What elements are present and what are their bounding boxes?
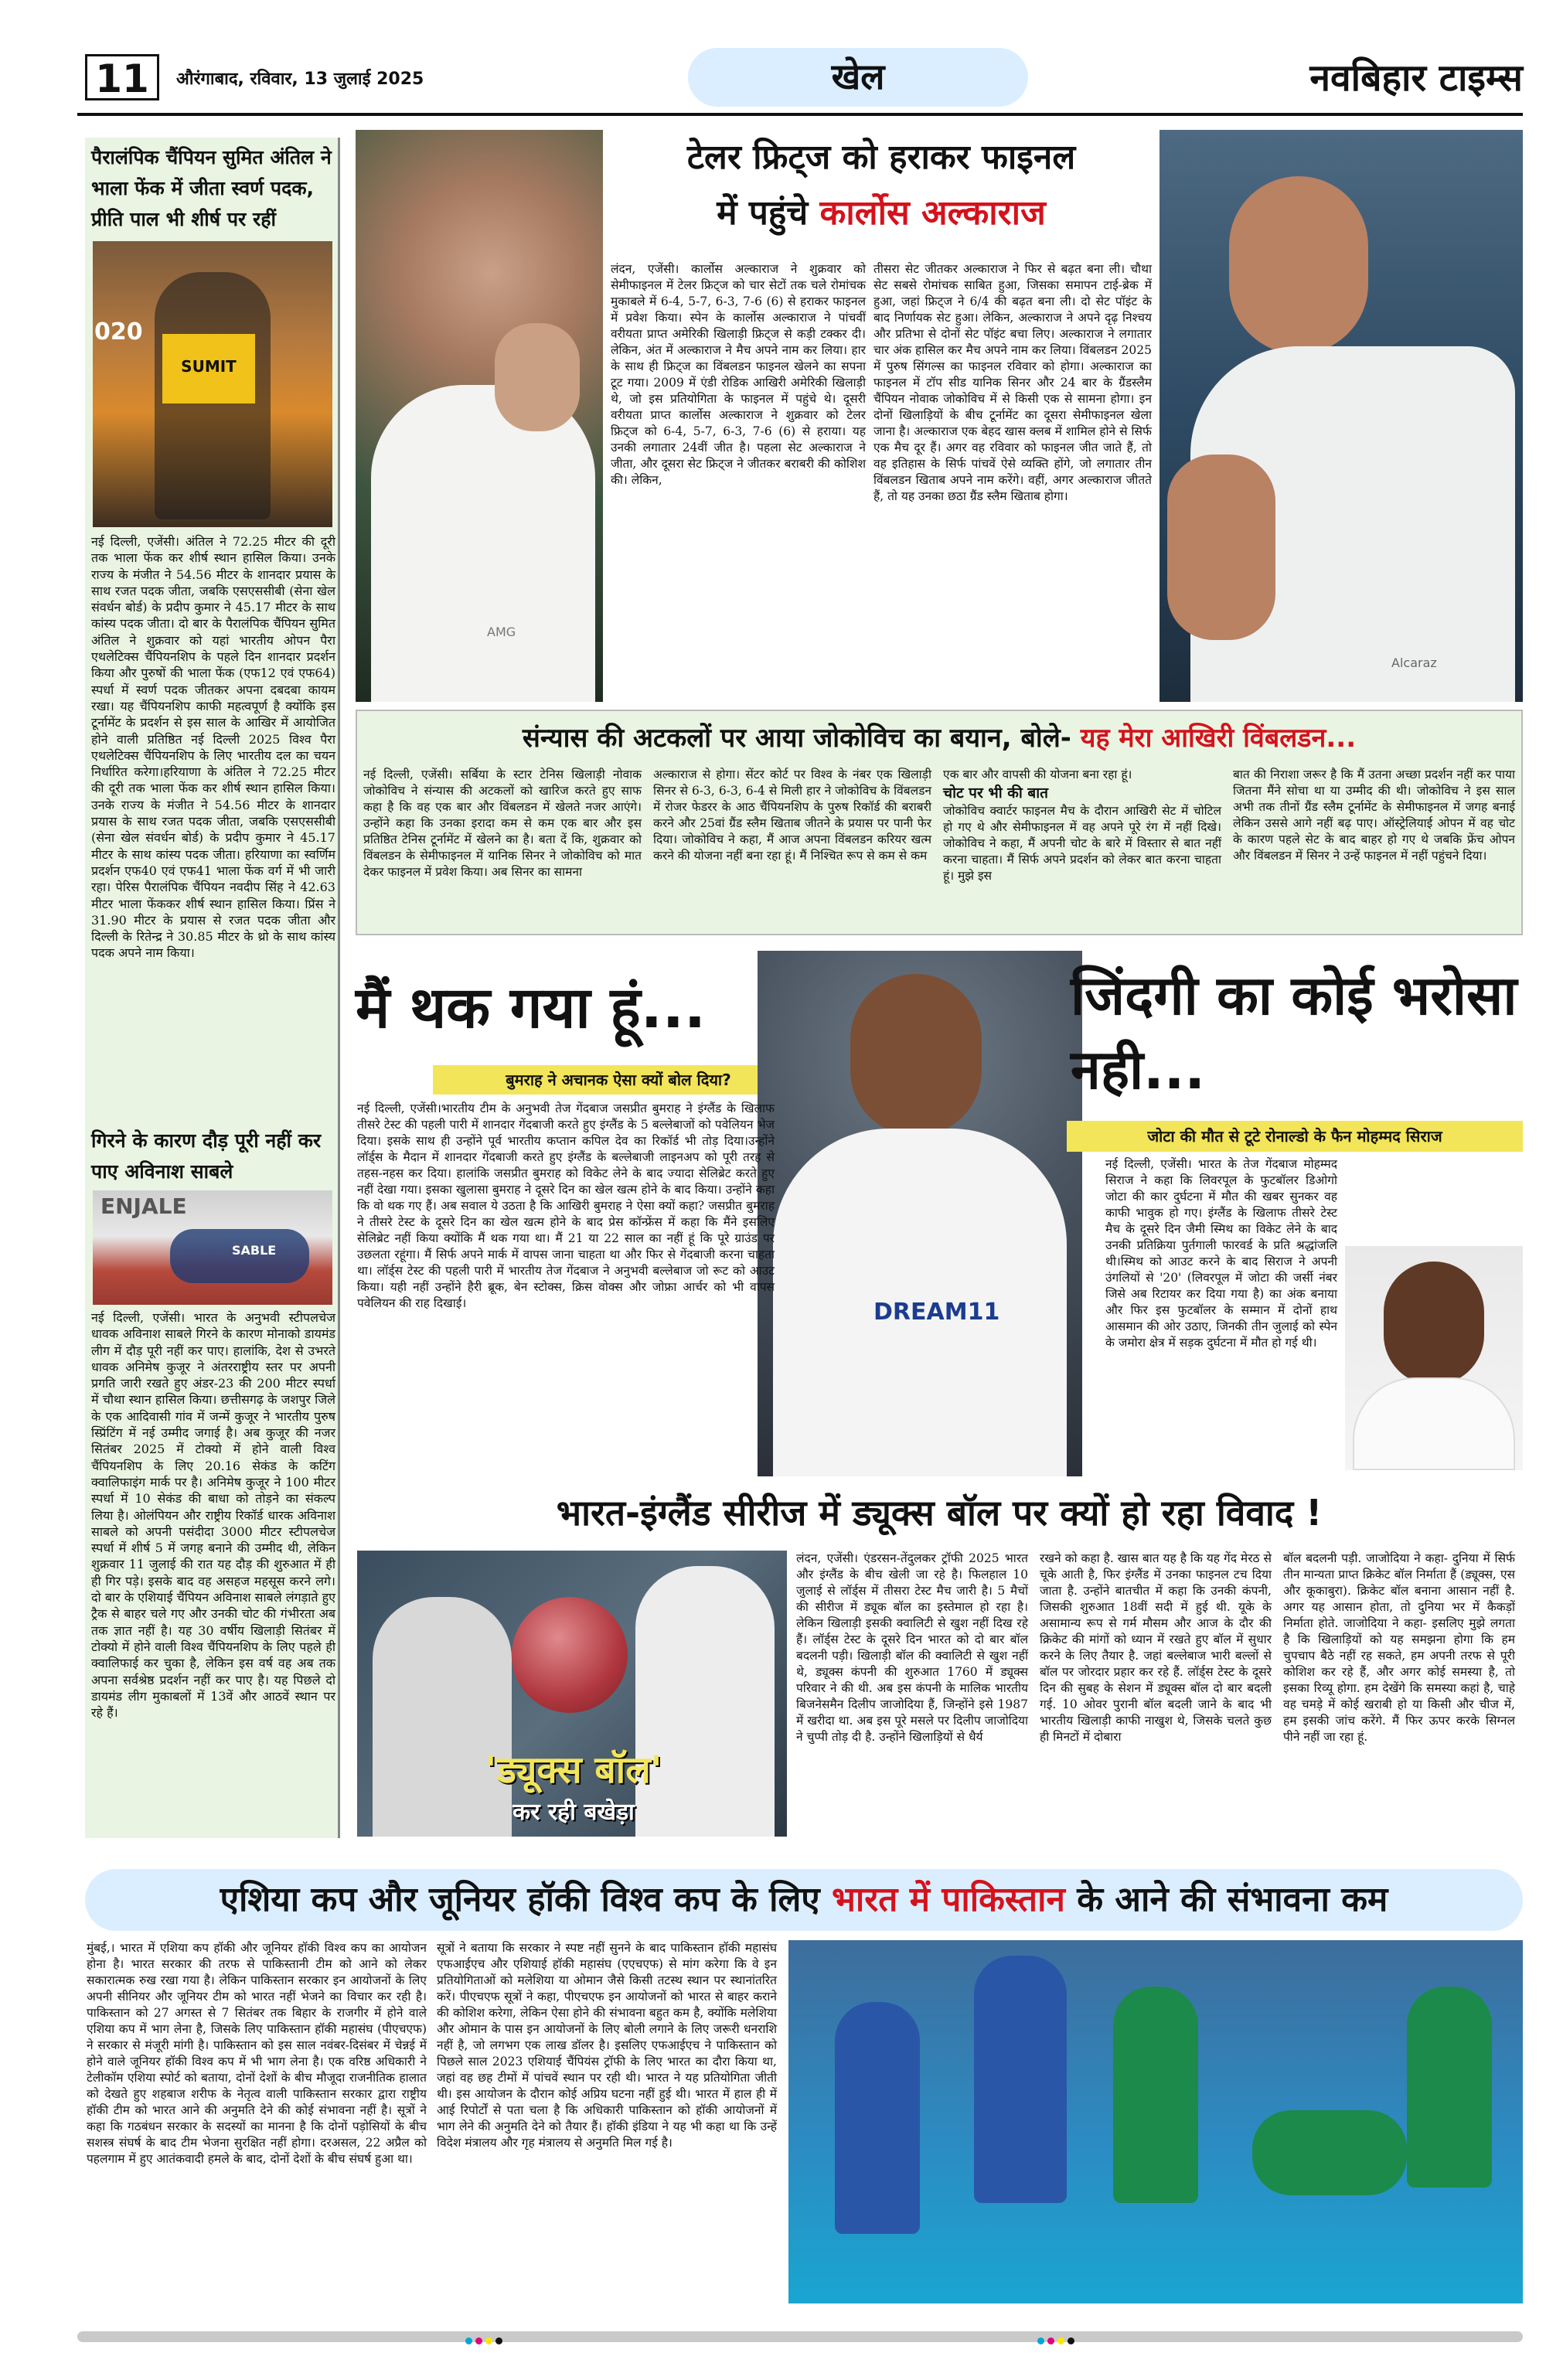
- bumrah-headline: मैं थक गया हूं...: [356, 975, 707, 1041]
- ball-icon: [512, 1597, 628, 1713]
- dukes-headline: भारत-इंग्लैंड सीरीज में ड्यूक्स बॉल पर क्यों हो रहा विवाद !: [556, 1492, 1323, 1534]
- siraj-body: नई दिल्ली, एजेंसी। भारत के तेज गेंदबाज मोहम्मद सिराज ने कहा कि लिवरपूल के फुटबॉलर डिओगो जोटा की कार दुर्घटना में मौत की खबर सुनकर वह काफी भावुक हो गए। इंग्लैंड के खिलाफ तीसरे टेस्ट मैच के दूसरे दिन जैमी स्मिथ का विकेट लेने के बाद उनकी प्रतिक्रिया पुर्तगाली फारवर्ड के प्रति श्रद्धांजलि थी।स्मिथ को आउट करने के बाद सिराज ने अपनी उंगलियों से '20' (लिवरपूल में जोटा की जर्सी नंबर जिसे अब रिटायर कर दिया गया है) का अंक बनाया और फिर इस फुटबॉलर के सम्मान में दोनों हाथ आसमान की ओर उठाए, जिनकी तीन जुलाई को स्पेन के जमोरा क्षेत्र में सड़क दुर्घटना में मौत हो गई थी।: [1105, 1157, 1337, 1350]
- dukes-photo-subtitle: कर रही बखेड़ा: [512, 1799, 635, 1826]
- photo-caption-alcaraz: Alcaraz: [1391, 655, 1437, 670]
- player-3: [1113, 1987, 1198, 2203]
- photo-caption-amg: AMG: [487, 625, 516, 639]
- page-number: 11: [85, 54, 159, 100]
- sidebar-story2-headline: गिरने के कारण दौड़ पूरी नहीं कर पाए अविनाश साबले: [91, 1129, 322, 1183]
- hockey-headline-suffix: के आने की संभावना कम: [1077, 1880, 1388, 1919]
- siraj-photo: [1345, 1246, 1523, 1470]
- djokovic-col3-top: एक बार और वापसी की योजना बना रहा हूं।: [943, 768, 1132, 781]
- photo-year-label: 020: [94, 318, 143, 346]
- bumrah-body: नई दिल्ली, एजेंसी।भारतीय टीम के अनुभवी तेज गेंदबाज जसप्रीत बुमराह ने इंग्लैंड के खिलाफ तीसरे टेस्ट की पहली पारी में शानदार गेंदबाजी करते हुए इंग्लैंड के 5 बल्लेबाजों को पवेलियन भेज दिया। इसके साथ ही उन्होंने पूर्व भारतीय कप्तान कपिल देव का रिकॉर्ड भी तोड़ दिया।उन्होंने लॉर्ड्स के मैदान में शानदार गेंदबाजी करते हुए इंग्लैंड के बल्लेबाजी लाइनअप को पूरी तरह से तहस-नहस कर दिया। हालांकि जसप्रीत बुमराह को विकेट लेने के बाद ज्यादा सेलिब्रेट करते हुए नहीं देखा गया। इसका खुलासा बुमराह ने दूसरे दिन का खेल खत्म होने के बाद किया। उन्होंने कहा कि वो थक गए हैं। अब सवाल ये उठता है कि आखिरी बुमराह ने ऐसा क्यों कहा? जसप्रीत बुमराह ने तीसरे टेस्ट के दूसरे दिन का खेल खत्म होने के बाद प्रेस कॉन्फ्रेंस में कहा कि मैंने इसलिए सेलिब्रेट नहीं किया क्योंकि मैं थक गया था। मैं 21 या 22 साल का नहीं हूं कि पूरे ग्राउंड पर उछलता रहूंगा। मैं सिर्फ अपने मार्क में वापस जाना चाहता था और फिर से गेंदबाजी करना चाहता था। लॉर्ड्स टेस्ट की पहली पारी में भारतीय तेज गेंदबाज ने अनुभवी बल्लेबाज जो रूट को आउट किया। यही नहीं उन्होंने हैरी ब्रूक, बेन स्टोक्स, क्रिस वोक्स और जोफ्रा आर्चर को भी वापस पवेलियन की राह दिखाई।: [357, 1101, 775, 1310]
- djokovic-headline-red: यह मेरा आखिरी विंबलडन...: [1080, 723, 1357, 754]
- dukes-col3: बॉल बदलनी पड़ी. जाजोदिया ने कहा- दुनिया में सिर्फ तीन मान्यता प्राप्त क्रिकेट बॉल निर्माता हैं (ड्यूक्स, एस और कूकाबुरा). क्रिकेट बॉल बनाना आसान नहीं है. अगर यह आसान होता, तो दुनिया भर में कैकड़ों निर्माता होते. जाजोदिया ने कहा- इसलिए मुझे लगता है कि खिलाड़ियों को यह समझना होगा कि हम चुपचाप बैठे नहीं रह सकते, हम अपनी तरफ से पूरी कोशिश कर रहे हैं, और अगर कोई समस्या है, तो इसका रिव्यू होगा. हम देखेंगे कि समस्या कहां है, चाहे वह चमड़े में कोई खराबी हो या किसी और चीज में, हम इसकी जांच करेंगे. मैं फिर ऊपर करके सिग्नल पीने नहीं जा रहा हूं.: [1283, 1551, 1515, 1744]
- bumrah-kicker: बुमराह ने अचानक ऐसा क्यों बोल दिया?: [433, 1065, 804, 1095]
- lead-photo-djokovic: [356, 130, 603, 702]
- photo-bib-label: SUMIT: [181, 357, 237, 376]
- photo-banner-text: ENJALE: [100, 1193, 187, 1219]
- djokovic-col2: अल्काराज से होगा। सेंटर कोर्ट पर विश्व के नंबर एक खिलाड़ी सिनर से 6-3, 6-3, 6-4 से मिली हार ने जोकोविच के विंबलडन में रोजर फेडरर के आठ चैंपियनशिप के पुरुष रिकॉर्ड की बराबरी करने और 25वां ग्रैंड स्लैम खिताब जीतने के प्रयास पर पानी फेर दिया। जोकोविच ने कहा, मैं आज अपना विंबलडन करियर खत्म करने की योजना नहीं बना रहा हूं। मैं निश्चित रूप से कम से कम: [653, 768, 931, 863]
- sidebar-story1-headline: पैरालंपिक चैंपियन सुमित अंतिल ने भाला फेंक में जीता स्वर्ण पदक, प्रीति पाल भी शीर्ष पर रहीं: [91, 146, 332, 230]
- sidebar-story2-body: नई दिल्ली, एजेंसी। भारत के अनुभवी स्टीपलचेज धावक अविनाश साबले गिरने के कारण मोनाको डायमंड लीग में दौड़ पूरी नहीं कर पाए। हालांकि, देश से उभरते धावक अनिमेष कुजूर ने अंतरराष्ट्रीय स्तर पर अपनी प्रगति जारी रखते हुए अंडर-23 की 200 मीटर स्पर्धा में चौथा स्थान हासिल किया। छत्तीसगढ़ के जशपुर जिले के एक आदिवासी गांव में जन्में कुजूर ने भारतीय पुरुष स्प्रिंटिंग में नई उम्मीद जगाई है। अब कुजूर की नजर सितंबर 2025 में टोक्यो में होने वाली विश्व चैंपियनशिप के लिए 20.16 सेकंड के कटिंग क्वालिफाइंग मार्क पर है। अनिमेष कुजूर ने 100 मीटर स्पर्धा में 10 सेकंड की बाधा को तोड़ने का संकल्प लिया है। ओलंपियन और राष्ट्रीय रिकॉर्ड धारक अविनाश साबले को अपनी पसंदीदा 3000 मीटर स्टीपलचेज स्पर्धा में शीर्ष 5 में जगह बनाने की उम्मीद थी, लेकिन शुक्रवार 11 जुलाई की रात यह दौड़ की शुरुआत में ही ही गिर पड़े। इसके बाद वह असहज महसूस करने लगे। दो बार के एशियाई चैंपियन अविनाश साबले लंगड़ाते हुए ट्रैक से बाहर चले गए और उनकी चोट की गंभीरता अब तक ज्ञात नहीं है। यह 30 वर्षीय खिलाड़ी सितंबर में टोक्यो में होने वाली विश्व चैंपियनशिप के लिए पहले ही क्वालिफाई कर चुका है, लेकिन इस वर्ष वह अब तक अपना सर्वश्रेष्ठ प्रदर्शन नहीं कर पाए है। यह पिछले दो डायमंड लीग मुकाबलों में 13वें और आठवें स्थान पर रहे हैं।: [91, 1310, 335, 1721]
- dukes-photo: [357, 1551, 787, 1837]
- dukes-col1: लंदन, एजेंसी। एंडरसन-तेंदुलकर ट्रॉफी 2025 भारत और इंग्लैंड के बीच खेली जा रहे है। फिलहाल 10 जुलाई से लॉर्ड्स में तीसरा टेस्ट मैच जारी है। 5 मैचों की सीरीज में ड्यूक बॉल का इस्तेमाल हो रहा है। लेकिन खिलाड़ी इसकी क्वालिटी से खुश नहीं दिख रहे हैं। लॉर्ड्स टेस्ट के दूसरे दिन भारत को दो बार बॉल बदलनी पड़ी। खिलाड़ी बॉल की क्वालिटी से खुश नहीं थे, ड्यूक्स कंपनी की शुरुआत 1760 में ड्यूक्स परिवार ने की थी. अब इस कंपनी के मालिक भारतीय बिजनेसमैन दिलीप जाजोदिया हैं, जिन्होंने इसे 1987 में खरीदा था. अब इस पूरे मसले पर दिलीप जाजोदिया ने चुप्पी तोड़ दी है. उन्होंने खिलाड़ियों से धैर्य: [796, 1551, 1028, 1744]
- paper-name: नवबिहार टाइम्स: [1309, 56, 1523, 100]
- sidebar-story1-photo: [93, 241, 332, 527]
- dukes-photo-title: 'ड्यूक्स बॉल': [485, 1748, 662, 1792]
- lead-headline-line1: टेलर फ्रिट्ज को हराकर फाइनल: [686, 138, 1076, 177]
- photo-bib-label-2: SABLE: [232, 1243, 277, 1258]
- alcaraz-head: [1229, 176, 1368, 354]
- bumrah-sponsor: DREAM11: [873, 1299, 1000, 1326]
- player-2: [974, 1956, 1067, 2203]
- footer-rule: [77, 2331, 1523, 2342]
- player-5: [1407, 1987, 1492, 2188]
- sidebar-story2-photo: [93, 1190, 332, 1305]
- djokovic-fist: [495, 323, 580, 431]
- dateline: औरंगाबाद, रविवार, 13 जुलाई 2025: [176, 70, 424, 89]
- hockey-col1: मुंबई,। भारत में एशिया कप हॉकी और जूनियर हॉकी विश्व कप का आयोजन होना है। भारत सरकार की तरफ से पाकिस्तानी टीम को आने को लेकर सकारात्मक रुख रखा गया है। लेकिन पाकिस्तान सरकार इन आयोजनों के लिए अपनी सीनियर और जूनियर टीम को भारत नहीं भेजने का विचार कर रही है। पाकिस्तान को 27 अगस्त से 7 सितंबर तक बिहार के राजगीर में होने वाले एशिया कप में भाग लेना है, जिसके लिए पाकिस्तान हॉकी महासंघ (पीएचएफ) ने सरकार से मंजूरी मांगी है। पाकिस्तान को इस साल नवंबर-दिसंबर में चेन्नई में होने वाले जूनियर हॉकी विश्व कप में भी भाग लेना है। एक वरिष्ठ अधिकारी ने टेलीकॉम एशिया स्पोर्ट को बताया, दोनों देशों के बीच मौजूदा राजनीतिक हालात को देखते हुए शहबाज शरीफ के नेतृत्व वाली पाकिस्तान सरकार द्वारा राष्ट्रीय हॉकी टीम को भारत आने की अनुमति देने की कोई संभावना नहीं है। सूत्रों ने कहा कि गठबंधन सरकार के सदस्यों का मानना है कि दोनों पड़ोसियों के बीच सशस्त्र संघर्ष के बाद टीम भेजना सुरक्षित नहीं होगा। दरअसल, 22 अप्रैल को पहलगाम में हुए आतंकवादी हमले के बाद, दोनों देशों के बीच संघर्ष हुआ था।: [87, 1941, 427, 2166]
- player-1: [835, 2002, 920, 2234]
- djokovic-col3-body: जोकोविच क्वार्टर फाइनल मैच के दौरान आखिरी सेट में चोटिल हो गए थे और सेमीफाइनल में वह अपने पूरे रंग में नहीं दिखे। जोकोविच ने कहा, मैं अपनी चोट के बारे में विस्तार से बात नहीं करना चाहता। मैं सिर्फ अपने प्रदर्शन को लेकर बात करना चाहता हूं। मुझे इस: [943, 804, 1221, 883]
- djokovic-col4: बात की निराशा जरूर है कि मैं उतना अच्छा प्रदर्शन नहीं कर पाया जितना मैंने सोचा था या उम्मीद की थी। जोकोविच ने इस साल अभी तक तीनों ग्रैंड स्लैम टूर्नामेंट के सेमीफाइनल में जगह बनाई लेकिन उससे आगे नहीं बढ़ पाए। ऑस्ट्रेलियाई ओपन में वह चोट के कारण पहले सेट के बाद बाहर हो गए थे जबकि फ्रेंच ओपन और विंबलडन में सिनर ने उन्हें फाइनल में नहीं पहुंचने दिया।: [1233, 768, 1515, 863]
- dukes-col2: रखने को कहा है. खास बात यह है कि यह गेंद मेरठ से चूके आती है, फिर इंग्लैंड में उनका फाइनल टच दिया जाता है. उन्होंने बातचीत में कहा कि उनकी कंपनी, जिसकी शुरुआत 18वीं सदी में हुई थी. यूके के असामान्य रूप से गर्म मौसम और आज के दौर की क्रिकेट की मांगों को ध्यान में रखते हुए बॉल में सुधार करने के लिए तैयार है. जहां बल्लेबाज भारी बल्लों से बॉल पर जोरदार प्रहार कर रहे हैं. लॉर्ड्स टेस्ट के दूसरे दिन की सुबह के सेशन में ड्यूक्स बॉल दो बार बदली गई. 10 ओवर पुरानी बॉल बदली जाने के बाद भी भारतीय खिलाड़ी काफी नाखुश थे, जिसके चलते कुछ ही मिनटों में दोबारा: [1040, 1551, 1272, 1744]
- footer-registration-marks: [464, 2333, 618, 2342]
- hockey-headline-prefix: एशिया कप और जूनियर हॉकी विश्व कप के लिए: [220, 1880, 820, 1919]
- lead-col2: तीसरा सेट जीतकर अल्काराज ने फिर से बढ़त बना ली। चौथा सेट सबसे रोमांचक साबित हुआ, जिसका समापन टाई-ब्रेक में हुआ, जहां फ्रिट्ज ने 6/4 की बढ़त बना ली। दो सेट पॉइंट के बाद निर्णायक सेट हुआ। लेकिन, अल्काराज ने अपने दृढ़ निश्चय और प्रतिभा से दोनों सेट पॉइंट बचा लिए। अल्काराज ने लगातार चार अंक हासिल कर मैच अपने नाम कर लिया। विंबलडन 2025 में पुरुष सिंगल्स का फाइनल रविवार को होगा। अल्काराज का फाइनल में टॉप सीड यानिक सिनर और 24 बार के ग्रैंडस्लैम चैंपियन नोवाक जोकोविच में से किसी एक से सामना होगा। इन दोनों खिलाड़ियों के बीच टूर्नामेंट का दूसरा सेमीफाइनल खेला जाना है। अल्काराज एक बेहद खास क्लब में शामिल होने से सिर्फ एक मैच दूर हैं। अगर वह रविवार को फाइनल जीत जाते हैं, तो वह इतिहास के सिर्फ पांचवें ऐसे व्यक्ति होंगे, जो लगातार तीन विंबलडन खिताब अपने नाम करेंगे। वहीं, अगर अल्काराज जीतते हैं, तो यह उनका छठा ग्रैंड स्लैम खिताब होगा।: [873, 262, 1152, 503]
- sidebar-story1-body: नई दिल्ली, एजेंसी। अंतिल ने 72.25 मीटर की दूरी तक भाला फेंक कर शीर्ष स्थान हासिल किया। उनके राज्य के मंजीत ने 54.56 मीटर के शानदार प्रयास के साथ रजत पदक जीता, जबकि एसएससीबी (सेना खेल संवर्धन बोर्ड) के प्रदीप कुमार ने 45.17 मीटर के साथ कांस्य पदक जीता। दो बार के पैरालंपिक चैंपियन सुमित अंतिल ने शुक्रवार को यहां भारतीय ओपन पैरा एथलेटिक्स चैंपियनशिप के पहले दिन शानदार प्रदर्शन किया और पुरुषों की भाला फेंक (एफ12 एवं एफ64) स्पर्धा में स्वर्ण पदक जीतकर अपना दबदबा कायम रखा। यह चैंपियनशिप काफी महत्वपूर्ण है क्योंकि इस टूर्नामेंट के प्रदर्शन से इस साल के आखिर में आयोजित होने वाली प्रतिष्ठित नई दिल्ली 2025 विश्व पैरा एथलेटिक्स चैंपियनशिप के लिए भारतीय दल का चयन निर्धारित करेगा।हरियाणा के अंतिल ने 72.25 मीटर की दूरी तक भाला फेंक कर शीर्ष स्थान हासिल किया। उनके राज्य के मंजीत ने 54.56 मीटर के शानदार प्रयास के साथ रजत पदक जीता, जबकि एसएससीबी (सेना खेल संवर्धन बोर्ड) के प्रदीप कुमार ने 45.17 मीटर के साथ कांस्य पदक जीता। हरियाणा का स्वर्णिम प्रदर्शन एफ40 एवं एफ41 भाला फेंक वर्ग में भी जारी रहा। पेरिस पैरालंपिक चैंपियन नवदीप सिंह ने 42.63 मीटर भाला फेंककर शीर्ष स्थान हासिल किया। प्रिंस ने 31.90 मीटर के प्रयास से रजत पदक जीता और दिल्ली के रितेन्द्र ने 30.85 मीटर के थ्रो के साथ कांस्य पदक अपने नाम किया।: [91, 534, 335, 961]
- lead-headline-name: कार्लोस अल्काराज: [819, 193, 1046, 233]
- djokovic-col3: [943, 767, 1221, 929]
- siraj-jersey: [1353, 1377, 1515, 1470]
- hockey-col2: सूत्रों ने बताया कि सरकार ने स्पष्ट नहीं सुनने के बाद पाकिस्तान हॉकी महासंघ एफआईएच और एशियाई हॉकी महासंघ (एएचएफ) से मांग करेगा कि वे इन प्रतियोगिताओं को मलेशिया या ओमान जैसे किसी तटस्थ स्थान पर स्थानांतरित करें। पीएचएफ सूत्रों ने कहा, पीएचएफ इन आयोजनों को भारत से बाहर कराने की कोशिश करेगा, लेकिन ऐसा होने की संभावना बहुत कम है, क्योंकि मलेशिया और ओमान के पास इन आयोजनों के लिए बोली लगाने के लिए जरूरी धनराशि नहीं है, जो लगभग एक लाख डॉलर है। इसलिए एफआईएच ने पाकिस्तान को पिछले साल 2023 एशियाई चैंपियंस ट्रॉफी के लिए भारत का दौरा किया था, जहां वह छह टीमों में पांचवें स्थान पर रही थी। भारत ने यह प्रतियोगिता जीती थी। इस आयोजन के दौरान कोई अप्रिय घटना नहीं हुई थी। भारत में हाल ही में आई रिपोर्टों से पता चला है कि अधिकारी पाकिस्तान को हॉकी आयोजनों में भाग लेने की अनुमति देने को तैयार हैं। हॉकी इंडिया ने यह भी कहा था कि उन्हें विदेश मंत्रालय और गृह मंत्रालय से अनुमति मिल गई है।: [437, 1941, 777, 2150]
- bumrah-head: [850, 974, 982, 1136]
- djokovic-col1: नई दिल्ली, एजेंसी। सर्बिया के स्टार टेनिस खिलाड़ी नोवाक जोकोविच ने संन्यास की अटकलों को खारिज करते हुए साफ कहा है कि वह एक बार और विंबलडन में खेलते नजर आएंगे। उन्होंने कहा कि उनका इरादा कम से कम एक बार और इस प्रतिष्ठित टेनिस टूर्नामेंट में खेलने का है। बता दें कि, शुक्रवार को विंबलडन के सेमीफाइनल में यानिक सिनर ने जोकोविच को मात देकर फाइनल में प्रवेश किया। अब सिनर का सामना: [363, 768, 642, 879]
- masthead-rule: [77, 113, 1523, 116]
- djokovic-col3-subhead: चोट पर भी की बात: [943, 785, 1048, 802]
- hockey-photo: [788, 1940, 1523, 2303]
- lead-headline-line2: [611, 186, 1152, 241]
- djokovic-shirt: [371, 385, 595, 702]
- hockey-headline: [85, 1869, 1523, 1931]
- bumrah-photo: [758, 951, 1082, 1476]
- hockey-headline-red: भारत में पाकिस्तान: [831, 1880, 1065, 1919]
- lead-col1: लंदन, एजेंसी। कार्लोस अल्काराज ने शुक्रवार को सेमीफाइनल में टेलर फ्रिट्ज को चार सेटों तक चले रोमांचक मुकाबले में 6-4, 5-7, 6-3, 7-6 (6) से हराकर फाइनल में प्रवेश किया। स्पेन के कार्लोस अल्काराज ने पांचवीं वरीयता प्राप्त अमेरिकी खिलाड़ी फ्रिट्ज से कड़ी टक्कर दी। लेकिन, अंत में अल्काराज ने मैच अपने नाम कर लिया। हार के साथ ही फ्रिट्ज का विंबलडन फाइनल खेलने का सपना टूट गया। 2009 में एंडी रोडिक आखिरी अमेरिकी खिलाड़ी थे, जो इस प्रतियोगिता के फाइनल में पहुंचे थे। दूसरी वरीयता प्राप्त कार्लोस अल्काराज ने शुक्रवार को टेलर फ्रिट्ज को 6-4, 5-7, 6-3, 7-6 (6) से हराया। यह उनकी लगातार 24वीं जीत है। पहला सेट अल्काराज ने जीता, और दूसरा सेट फ्रिट्ज ने जीतकर बराबरी की कोशिश की। लेकिन,: [611, 262, 866, 487]
- djokovic-headline-prefix: संन्यास की अटकलों पर आया जोकोविच का बयान, बोले-: [522, 723, 1071, 754]
- player-4: [1252, 2110, 1407, 2195]
- siraj-kicker: जोटा की मौत से टूटे रोनाल्डो के फैन मोहम्मद सिराज: [1067, 1121, 1523, 1152]
- siraj-headline: जिंदगी का कोई भरोसा नही...: [1071, 964, 1517, 1101]
- djokovic-headline: [363, 716, 1515, 762]
- footer-registration-marks-2: [1036, 2333, 1190, 2342]
- lead-headline-prefix: में पहुंचे: [717, 193, 809, 233]
- section-label: खेल: [688, 48, 1028, 107]
- lead-photo-alcaraz: [1160, 130, 1523, 702]
- alcaraz-arm: [1167, 455, 1275, 640]
- lead-headline: [611, 130, 1152, 254]
- masthead: [77, 46, 1523, 108]
- siraj-head: [1384, 1262, 1484, 1385]
